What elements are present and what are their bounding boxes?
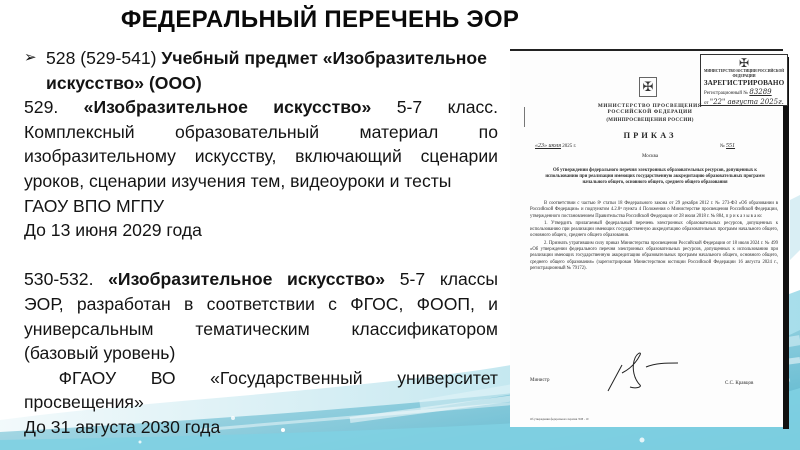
item-530-valid-until: До 31 августа 2030 года [24,416,221,437]
item-529-valid-until: До 13 июня 2029 года [24,220,202,241]
scan-mark [524,107,525,127]
ministry-name [550,103,750,115]
bullet-subject: Учебный предмет «Изобразительное [161,48,487,68]
slide-title: ФЕДЕРАЛЬНЫЙ ПЕРЕЧЕНЬ ЭОР [120,6,520,33]
order-body [530,201,778,273]
stamp-reg-number [701,88,787,98]
order-paragraph-1: В соответствии с частью 8¹ статьи 18 Федерального закона от 29 декабря 2012 г. № 273-ФЗ «Об образовании в Российской Федерации» и подпунктом 4.2.8³ пункта 4 Положения о Министерстве просвещения Российской Федерации, утвержденного постановлением Правительства Российской Федерации от 28 июля 2018 г. № 884, п р и к а з ы в а ю: [530,201,778,219]
content-text [24,46,498,440]
item-530-grade: 5-7 классы [399,269,499,290]
item-530-line4: (базовый уровень) [24,343,176,364]
ministry-line2: РОССИЙСКОЙ ФЕДЕРАЦИИ [607,109,693,115]
arrow-bullet-icon: ➢ [24,49,37,66]
item-529-number: 529. [24,97,59,118]
stamp-ministry: МИНИСТЕРСТВО ЮСТИЦИИ РОССИЙСКОЙ ФЕДЕРАЦИИ [703,69,785,78]
order-number [720,143,735,149]
order-paragraph-2: 1. Утвердить прилагаемый федеральный перечень электронных образовательных ресурсов, допущенных к использованию при реализации имеющих государственную аккредитацию образовательных программ начального общего, основного общего, среднего общего образования. [530,220,778,239]
signer-name: С.С. Кравцов [725,381,754,386]
subject-bullet [24,46,498,95]
ministry-short: (МИНПРОСВЕЩЕНИЯ РОССИИ) [606,118,694,123]
stamp-title: ЗАРЕГИСТРИРОВАНО [703,79,785,87]
scanned-order-document [510,49,783,427]
order-date-hand: «23» июля [535,143,561,149]
item-530-number: 530-532. [24,269,94,290]
coat-of-arms-icon: ✠ [738,56,750,70]
order-paragraph-3: 2. Признать утратившим силу приказ Министерства просвещения Российской Федерации от 18 июля 2024 г. № 499 «Об утверждении федерального перечня электронных образовательных ресурсов, допущенных к использованию при реализации имеющих государственную аккредитацию образовательных программ начального общего, основного общего, среднего общего образования» (зарегистрирован Министерством юстиции Российской Федерации 16 августа 2024 г., регистрационный № 79172). [530,240,778,271]
item-529-line4: уроков, сценарии изучения тем, видеоуроки и тесты [24,170,452,191]
item-529-line2: Комплексный образовательный материал по [24,121,498,142]
registration-stamp [700,54,788,106]
bullet-number: 528 (529-541) [46,48,162,68]
order-number-label: № [720,144,727,149]
stamp-date-prefix: от [704,101,709,106]
signature-icon [600,351,690,401]
item-530-publisher-line1: ФГАОУ ВО «Государственный университет [24,367,498,388]
item-530-line1 [24,267,498,292]
order-city: Москва [641,154,659,159]
stamp-date-value: "22" августа 2025г. [709,98,784,106]
document-shadow-edge [783,57,789,429]
coat-of-arms-icon: ✠ [639,77,657,97]
document-type: ПРИКАЗ [623,130,677,140]
item-529-grade: 5-7 класс. [396,97,498,118]
order-date-year: 2025 г. [561,144,577,149]
ministry-line1: МИНИСТЕРСТВО ПРОСВЕЩЕНИЯ [597,103,703,109]
item-529-title: «Изобразительное искусство» [83,97,372,118]
item-529-line3: изобразительному искусству, включающий сценарии [24,146,498,167]
document-footer-note: Об утверждении федерального перечня ЭОР - 10 [530,418,589,421]
bullet-subject-cont: искусство» (ООО) [46,72,202,93]
item-530-title: «Изобразительное искусство» [108,269,386,290]
item-530-line3: универсальным тематическим классификатором [24,318,498,339]
signer-title: Министр [530,378,550,383]
order-number-value: 551 [726,143,736,149]
item-530-line2: ЭОР, разработан в соответствии с ФГОС, ФООП, и [24,293,498,314]
order-heading: Об утверждении федерального перечня электронных образовательных ресурсов, допущенных к использованию при реализации имеющих государственную аккредитацию образовательных программ начального общего, основного общего, среднего общего образования [545,168,765,186]
stamp-reg-value: 83289 [749,88,772,96]
item-529-publisher: ГАОУ ВПО МГПУ [24,195,165,216]
item-529-line1 [24,95,498,120]
stamp-reg-label: Регистрационный № [704,91,749,96]
order-date [535,143,576,149]
item-530-publisher-line2: просвещения» [24,392,144,413]
